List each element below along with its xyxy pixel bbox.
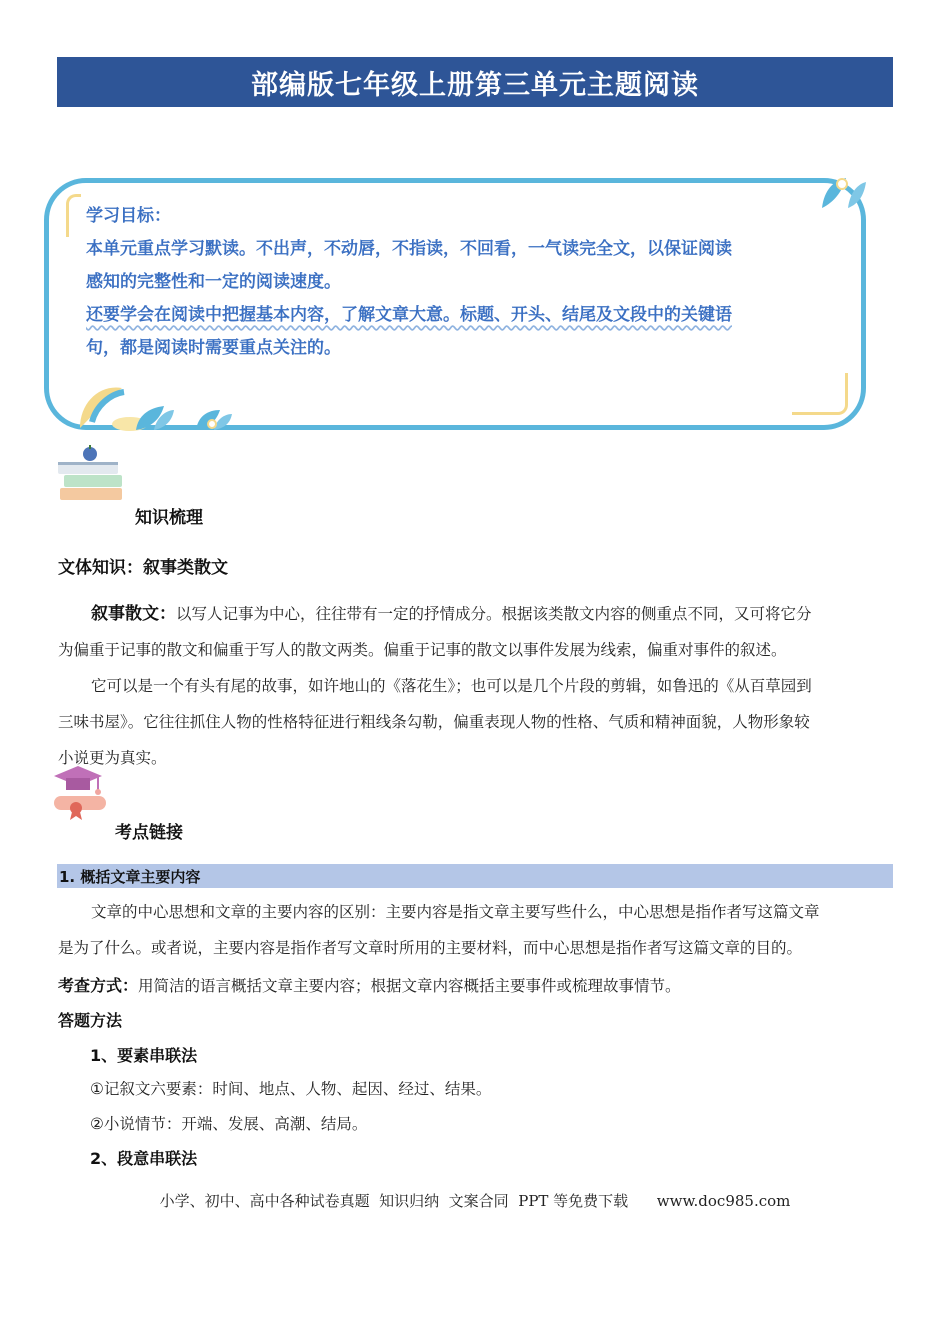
objectives-line: 本单元重点学习默读。不出声，不动唇，不指读，不回看，一气读完全文，以保证阅读 [86, 239, 732, 259]
method-label: 考查方式： [58, 976, 139, 995]
section-title-exam: 考点链接 [115, 823, 183, 843]
books-icon [56, 444, 128, 502]
paragraph-text: 以写人记事为中心，往往带有一定的抒情成分。根据该类散文内容的侧重点不同，又可将它分 [176, 605, 812, 623]
method-1-item: ①记叙文六要素：时间、地点、人物、起因、经过、结果。 [90, 1080, 492, 1098]
paragraph-line: 为偏重于记事的散文和偏重于写人的散文两类。偏重于记事的散文以事件发展为线索，偏重对事件的叙述。 [58, 641, 787, 659]
method-text: 用简洁的语言概括文章主要内容；根据文章内容概括主要事件或梳理故事情节。 [138, 977, 681, 995]
title-banner [57, 57, 893, 107]
paragraph-line: 三味书屋》。它往往抓住人物的性格特征进行粗线条勾勒，偏重表现人物的性格、气质和精神面貌，人物形象较 [58, 713, 810, 731]
paragraph-line: 是为了什么。或者说，主要内容是指作者写文章时所用的主要材料，而中心思想是指作者写这篇文章的目的。 [58, 939, 803, 957]
exam-paragraph [58, 894, 908, 966]
knowledge-paragraphs [58, 596, 908, 776]
objectives-line: 句，都是阅读时需要重点关注的。 [86, 338, 341, 358]
method-1-title: 1、要素串联法 [90, 1046, 198, 1065]
objectives-line: 还要学会在阅读中把握基本内容，了解文章大意。标题、开头、结尾及文段中的关键语 [86, 305, 732, 325]
paragraph-line [58, 596, 908, 632]
paragraph-line: 小说更为真实。 [58, 749, 167, 767]
paragraph-line: 它可以是一个有头有尾的故事，如许地山的《落花生》；也可以是几个片段的剪辑，如鲁迅的《从百草园到 [91, 677, 812, 695]
paragraph-line: 文章的中心思想和文章的主要内容的区别：主要内容是指文章主要写些什么，中心思想是指作者写这篇文章 [91, 903, 820, 921]
card-corner-decoration [792, 373, 848, 415]
term-label: 叙事散文： [91, 604, 176, 624]
method-2-title: 2、段意串联法 [90, 1149, 198, 1168]
point-title-bar [57, 864, 893, 888]
objectives-heading: 学习目标： [86, 206, 171, 226]
method-1-item: ②小说情节：开端、发展、高潮、结局。 [90, 1115, 368, 1133]
objectives-line: 感知的完整性和一定的阅读速度。 [86, 272, 341, 292]
umbrella-leaves-decoration-icon [74, 380, 244, 432]
answer-heading: 答题方法 [58, 1011, 123, 1030]
graduation-cap-icon [52, 764, 112, 822]
objectives-text [86, 200, 826, 365]
point-title: 1. 概括文章主要内容 [59, 867, 201, 886]
genre-heading: 文体知识：叙事类散文 [58, 558, 228, 578]
section-title-knowledge: 知识梳理 [135, 508, 203, 528]
card-corner-decoration [66, 194, 81, 237]
page-title: 部编版七年级上册第三单元主题阅读 [251, 69, 699, 101]
method-line [58, 973, 681, 996]
footer-text: 小学、初中、高中各种试卷真题 知识归纳 文案合同 PPT 等免费下载 www.doc985.com [159, 1192, 791, 1210]
